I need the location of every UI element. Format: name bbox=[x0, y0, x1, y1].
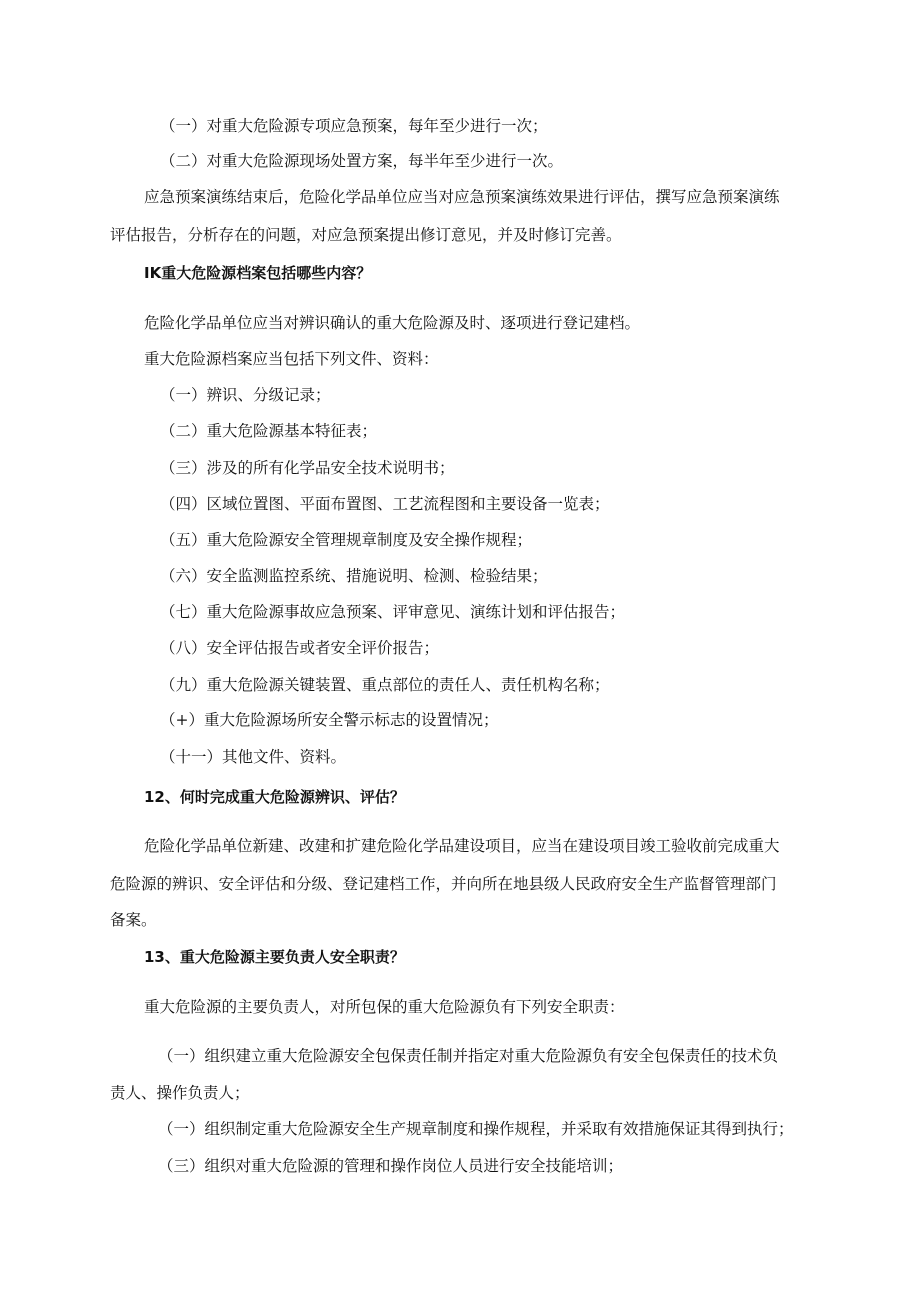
archive-item-1: （一）辨识、分级记录； bbox=[160, 386, 331, 404]
archive-item-7: （七）重大危险源事故应急预案、评审意见、演练计划和评估报告； bbox=[160, 603, 626, 621]
archive-item-2: （二）重大危险源基本特征表； bbox=[160, 422, 378, 440]
archive-item-10: （+）重大危险源场所安全警示标志的设置情况； bbox=[160, 711, 499, 729]
section-heading-11: IK重大危险源档案包括哪些内容？ bbox=[144, 264, 372, 282]
archive-intro-paragraph: 危险化学品单位应当对辨识确认的重大危险源及时、逐项进行登记建档。 bbox=[144, 314, 641, 332]
identification-timing-paragraph-cont-2: 备案。 bbox=[110, 911, 157, 929]
archive-item-8: （八）安全评估报告或者安全评价报告； bbox=[160, 639, 440, 657]
identification-timing-paragraph: 危险化学品单位新建、改建和扩建危险化学品建设项目，应当在建设项目竣工验收前完成重大 bbox=[144, 837, 780, 855]
drill-evaluation-paragraph: 应急预案演练结束后，危险化学品单位应当对应急预案演练效果进行评估，撰写应急预案演练 bbox=[144, 188, 780, 206]
responsibility-intro: 重大危险源的主要负责人，对所包保的重大危险源负有下列安全职责： bbox=[144, 998, 625, 1016]
archive-item-9: （九）重大危险源关键装置、重点部位的责任人、责任机构名称； bbox=[160, 676, 610, 694]
archive-item-11: （十一）其他文件、资料。 bbox=[160, 748, 347, 766]
archive-item-5: （五）重大危险源安全管理规章制度及安全操作规程； bbox=[160, 531, 533, 549]
plan-drill-item-1: （一）对重大危险源专项应急预案，每年至少进行一次； bbox=[160, 117, 548, 135]
section-heading-13: 13、重大危险源主要负责人安全职责？ bbox=[144, 948, 405, 966]
identification-timing-paragraph-cont-1: 危险源的辨识、安全评估和分级、登记建档工作，并向所在地县级人民政府安全生产监督管理部门 bbox=[110, 875, 777, 893]
archive-item-6: （六）安全监测监控系统、措施说明、检测、检验结果； bbox=[160, 567, 548, 585]
archive-list-intro: 重大危险源档案应当包括下列文件、资料： bbox=[144, 350, 439, 368]
plan-drill-item-2: （二）对重大危险源现场处置方案，每半年至少进行一次。 bbox=[160, 152, 564, 170]
archive-item-4: （四）区域位置图、平面布置图、工艺流程图和主要设备一览表； bbox=[160, 495, 610, 513]
drill-evaluation-paragraph-cont: 评估报告，分析存在的问题，对应急预案提出修订意见，并及时修订完善。 bbox=[110, 226, 622, 244]
archive-item-3: （三）涉及的所有化学品安全技术说明书； bbox=[160, 459, 455, 477]
responsibility-item-1-cont: 责人、操作负责人； bbox=[110, 1084, 250, 1102]
section-heading-12: 12、何时完成重大危险源辨识、评估？ bbox=[144, 788, 405, 806]
responsibility-item-3: （三）组织对重大危险源的管理和操作岗位人员进行安全技能培训； bbox=[158, 1157, 624, 1175]
responsibility-item-1: （一）组织建立重大危险源安全包保责任制并指定对重大危险源负有安全包保责任的技术负 bbox=[158, 1047, 779, 1065]
responsibility-item-2: （一）组织制定重大危险源安全生产规章制度和操作规程，并采取有效措施保证其得到执行； bbox=[158, 1120, 794, 1138]
